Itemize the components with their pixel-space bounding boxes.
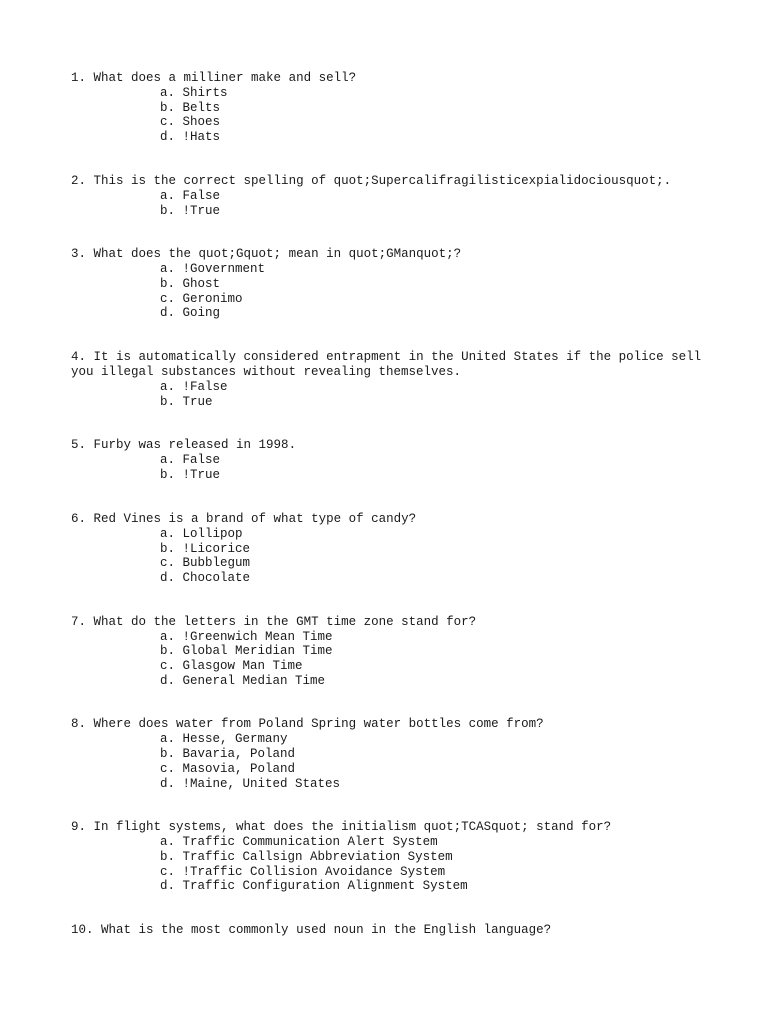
- option-text: !Greenwich Mean Time: [182, 629, 333, 644]
- option-letter: c.: [160, 115, 176, 130]
- question-text: This is the correct spelling of quot;Supercalifragilisticexpialidociousquot;.: [93, 173, 672, 188]
- quiz-question-4: [71, 350, 708, 409]
- question-text: What is the most commonly used noun in the English language?: [101, 923, 552, 938]
- option-text: !True: [182, 203, 221, 218]
- question-text-line: [71, 247, 708, 262]
- answer-option: [160, 453, 708, 468]
- question-text-line: [71, 820, 708, 835]
- question-text: Red Vines is a brand of what type of candy?: [93, 511, 417, 526]
- question-number: 5.: [71, 438, 87, 453]
- option-text: Shirts: [182, 86, 228, 100]
- option-text: False: [182, 188, 221, 203]
- option-text: Hesse, Germany: [182, 732, 288, 747]
- answer-option: [160, 395, 708, 410]
- answer-option: [160, 306, 708, 321]
- question-text: It is automatically considered entrapment in the United States if the police sell you illegal substances without revealing themselves.: [71, 350, 709, 380]
- option-text: Lollipop: [182, 526, 243, 541]
- answer-option: [160, 762, 708, 777]
- answer-option: [160, 879, 708, 894]
- answer-option: [160, 674, 708, 689]
- answer-option: [160, 865, 708, 880]
- quiz-question-1: [71, 71, 708, 145]
- question-text-line: [71, 923, 708, 938]
- answer-option: [160, 204, 708, 219]
- option-letter: b.: [160, 100, 176, 115]
- question-text-line: [71, 174, 708, 189]
- option-letter: a.: [160, 526, 176, 541]
- answer-option: [160, 835, 708, 850]
- quiz-question-5: [71, 438, 708, 482]
- question-number: 3.: [71, 247, 87, 262]
- option-letter: a.: [160, 453, 176, 468]
- option-text: Going: [182, 306, 221, 321]
- option-letter: a.: [160, 380, 176, 395]
- answer-option: [160, 189, 708, 204]
- answer-options: [71, 630, 708, 689]
- quiz-question-8: [71, 717, 708, 791]
- answer-option: [160, 262, 708, 277]
- option-letter: a.: [160, 262, 176, 277]
- answer-options: [71, 835, 708, 894]
- option-text: Belts: [182, 100, 221, 115]
- option-text: Bubblegum: [182, 556, 251, 571]
- question-text: Where does water from Poland Spring water bottles come from?: [93, 717, 544, 732]
- option-letter: b.: [160, 541, 176, 556]
- option-text: General Median Time: [182, 673, 326, 688]
- question-text: In flight systems, what does the initialism quot;TCASquot; stand for?: [93, 820, 612, 835]
- quiz-question-7: [71, 615, 708, 689]
- option-letter: d.: [160, 130, 176, 145]
- option-letter: c.: [160, 761, 176, 776]
- answer-option: [160, 630, 708, 645]
- question-text-line: [71, 717, 708, 732]
- answer-option: [160, 850, 708, 865]
- answer-option: [160, 777, 708, 792]
- answer-option: [160, 115, 708, 130]
- option-text: !True: [182, 468, 221, 483]
- option-letter: c.: [160, 556, 176, 571]
- answer-option: [160, 86, 708, 101]
- option-letter: c.: [160, 659, 176, 674]
- option-text: True: [182, 394, 213, 409]
- option-letter: b.: [160, 468, 176, 483]
- quiz-question-3: [71, 247, 708, 321]
- question-number: 6.: [71, 511, 87, 526]
- question-text-line: [71, 615, 708, 630]
- answer-option: [160, 732, 708, 747]
- option-letter: b.: [160, 276, 176, 291]
- option-text: Traffic Communication Alert System: [182, 835, 438, 850]
- answer-option: [160, 277, 708, 292]
- answer-option: [160, 101, 708, 116]
- answer-option: [160, 556, 708, 571]
- option-text: !Maine, United States: [182, 776, 341, 791]
- answer-option: [160, 380, 708, 395]
- option-text: Traffic Configuration Alignment System: [182, 879, 468, 894]
- option-letter: b.: [160, 849, 176, 864]
- option-text: !Licorice: [182, 541, 251, 556]
- question-text: What does a milliner make and sell?: [93, 71, 357, 85]
- option-text: Shoes: [182, 115, 221, 130]
- answer-option: [160, 527, 708, 542]
- quiz-question-2: [71, 174, 708, 218]
- option-letter: c.: [160, 864, 176, 879]
- answer-option: [160, 644, 708, 659]
- option-text: Ghost: [182, 276, 221, 291]
- option-letter: d.: [160, 570, 176, 585]
- option-letter: b.: [160, 203, 176, 218]
- question-number: 2.: [71, 173, 87, 188]
- answer-option: [160, 571, 708, 586]
- option-letter: d.: [160, 673, 176, 688]
- quiz-list: [71, 71, 708, 938]
- answer-option: [160, 747, 708, 762]
- option-text: !False: [182, 380, 228, 395]
- question-number: 4.: [71, 350, 87, 365]
- option-text: Geronimo: [182, 291, 243, 306]
- option-letter: a.: [160, 732, 176, 747]
- quiz-question-10: [71, 923, 708, 938]
- option-letter: d.: [160, 306, 176, 321]
- question-number: 7.: [71, 614, 87, 629]
- option-text: Masovia, Poland: [182, 761, 296, 776]
- question-text-line: [71, 350, 708, 380]
- answer-option: [160, 542, 708, 557]
- question-text: What do the letters in the GMT time zone stand for?: [93, 614, 477, 629]
- option-letter: d.: [160, 776, 176, 791]
- option-text: Global Meridian Time: [182, 644, 333, 659]
- answer-option: [160, 468, 708, 483]
- option-letter: a.: [160, 86, 176, 100]
- option-text: !Hats: [182, 130, 221, 145]
- quiz-question-9: [71, 820, 708, 894]
- option-text: Chocolate: [182, 570, 251, 585]
- question-text-line: [71, 512, 708, 527]
- question-text-line: [71, 71, 708, 86]
- question-number: 9.: [71, 820, 87, 835]
- answer-options: [71, 262, 708, 321]
- option-text: Glasgow Man Time: [182, 659, 303, 674]
- answer-option: [160, 659, 708, 674]
- option-letter: d.: [160, 879, 176, 894]
- answer-options: [71, 527, 708, 586]
- question-text: Furby was released in 1998.: [93, 438, 297, 453]
- option-letter: b.: [160, 394, 176, 409]
- question-number: 8.: [71, 717, 87, 732]
- option-letter: a.: [160, 835, 176, 850]
- question-number: 10.: [71, 923, 94, 938]
- answer-option: [160, 292, 708, 307]
- answer-option: [160, 130, 708, 145]
- option-text: Traffic Callsign Abbreviation System: [182, 849, 453, 864]
- option-text: !Government: [182, 262, 266, 277]
- question-text: What does the quot;Gquot; mean in quot;GManquot;?: [93, 247, 462, 262]
- answer-options: [71, 453, 708, 482]
- question-number: 1.: [71, 71, 87, 85]
- option-text: Bavaria, Poland: [182, 747, 296, 762]
- answer-options: [71, 189, 708, 218]
- option-letter: c.: [160, 291, 176, 306]
- question-text-line: [71, 438, 708, 453]
- option-letter: b.: [160, 644, 176, 659]
- option-letter: a.: [160, 629, 176, 644]
- answer-options: [71, 86, 708, 145]
- option-text: False: [182, 453, 221, 468]
- answer-options: [71, 380, 708, 409]
- option-letter: b.: [160, 747, 176, 762]
- option-text: !Traffic Collision Avoidance System: [182, 864, 446, 879]
- answer-options: [71, 732, 708, 791]
- quiz-question-6: [71, 512, 708, 586]
- option-letter: a.: [160, 188, 176, 203]
